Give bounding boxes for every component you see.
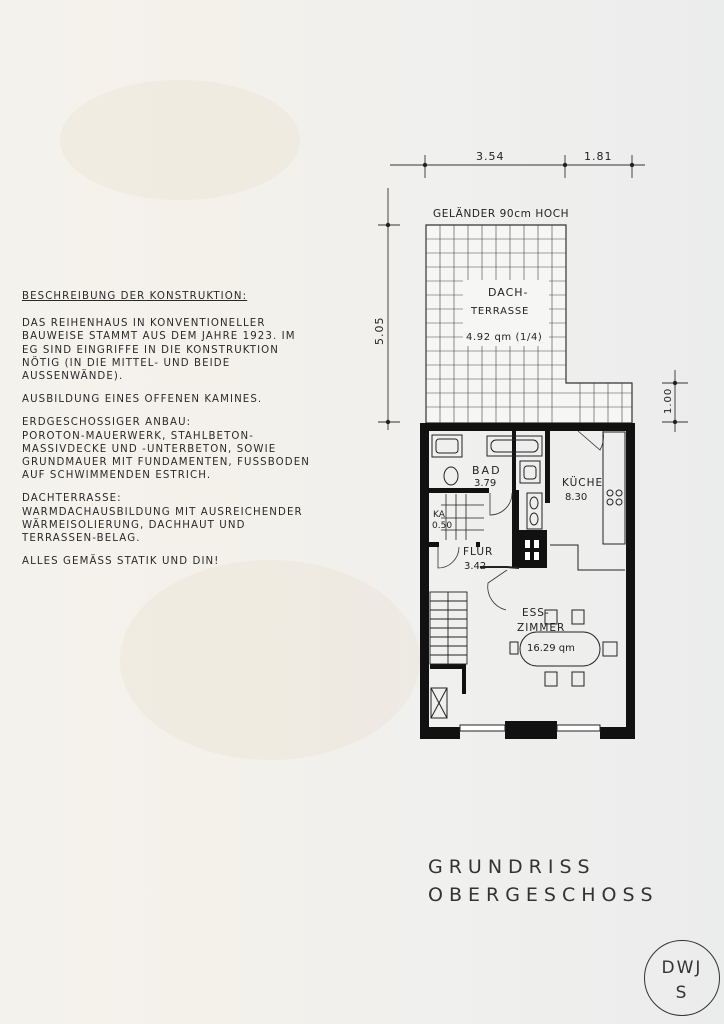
dim-height-step: 1.00 — [663, 387, 674, 414]
architect-stamp — [644, 940, 720, 1016]
description-paragraph: AUSBILDUNG EINES OFFENEN KAMINES. — [22, 394, 263, 406]
main-stair — [430, 592, 467, 664]
description-paragraph: POROTON-MAUERWERK, STAHLBETON-MASSIVDECKE UND -UNTERBETON, SOWIE GRUNDMAUER MIT FUNDAMENTEN, FUSSBODEN AUF SCHWIMMENDEN ESTRICH. — [22, 430, 310, 482]
door-swings — [438, 431, 604, 610]
stove-box — [431, 688, 447, 718]
terrace-name-2: TERRASSE — [471, 306, 530, 317]
hall-name: FLUR — [463, 546, 494, 558]
description-paragraph: WARMDACHAUSBILDUNG MIT AUSREICHENDER WÄRMEISOLIERUNG, DACHHAUT UND TERRASSEN-BELAG. — [22, 506, 303, 545]
roof-terrace — [426, 225, 632, 423]
description-paragraph: ALLES GEMÄSS STATIK UND DIN! — [22, 556, 220, 568]
title-line-2: OBERGESCHOSS — [428, 884, 659, 906]
terrace-name-1: DACH- — [488, 286, 529, 299]
storage-name: KA — [433, 510, 445, 520]
drawing-title — [428, 853, 659, 909]
description-subtitle: DACHTERRASSE: — [22, 493, 122, 505]
description-heading: BESCHREIBUNG DER KONSTRUKTION: — [22, 291, 248, 302]
dim-width-left: 3.54 — [476, 150, 505, 163]
description-paragraph: DAS REIHENHAUS IN KONVENTIONELLER BAUWEISE STAMMT AUS DEM JAHRE 1923. IM EG SIND EINGRIFFE IN DIE KONSTRUKTION NÖTIG (IN DIE MITTEL- UND BEIDE AUSSENWÄNDE). — [22, 318, 296, 383]
hall-wall-segment — [480, 567, 519, 568]
dining-name-1: ESS- — [522, 607, 550, 619]
storage-area: 0.50 — [432, 521, 453, 531]
stamp-line-2: S — [675, 983, 689, 1003]
hall-area: 3.42 — [464, 561, 487, 572]
dining-name-2: ZIMMER — [517, 622, 566, 634]
small-stair — [441, 494, 484, 540]
dim-width-right: 1.81 — [584, 150, 613, 163]
dim-height-terrace: 5.05 — [373, 316, 386, 345]
title-line-1: GRUNDRISS — [428, 856, 596, 878]
dining-area: 16.29 qm — [527, 643, 575, 654]
kitchen-name: KÜCHE — [562, 477, 604, 489]
chimney — [520, 535, 544, 565]
stamp-line-1: DWJ — [661, 958, 703, 978]
railing-note: GELÄNDER 90cm HOCH — [433, 208, 570, 220]
bath-name: BAD — [472, 464, 502, 477]
kitchen-area: 8.30 — [565, 492, 588, 503]
terrace-area: 4.92 qm (1/4) — [466, 332, 543, 343]
description-subtitle: ERDGESCHOSSIGER ANBAU: — [22, 417, 192, 429]
bath-area: 3.79 — [474, 478, 497, 489]
